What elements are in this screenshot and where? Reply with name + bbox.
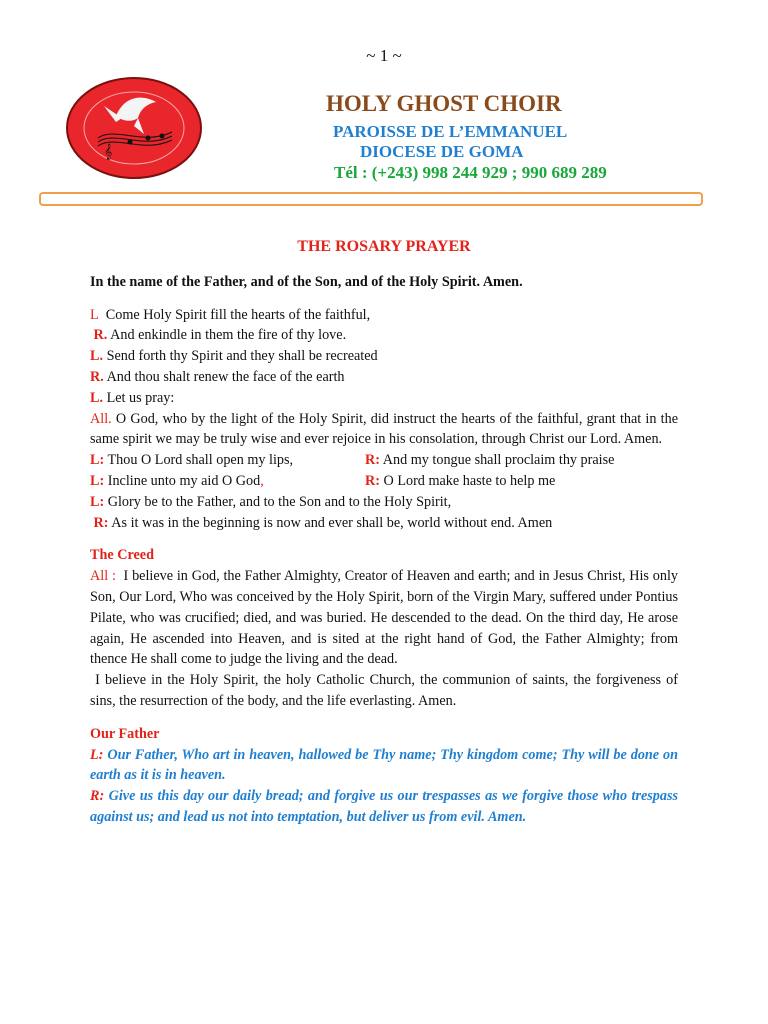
page-number: ~ 1 ~	[366, 46, 402, 65]
leader-line: L Come Holy Spirit fill the hearts of the faithful,	[90, 306, 371, 323]
prayer-content	[90, 237, 678, 828]
versicle-pair: L: Thou O Lord shall open my lips, R: And my tongue shall proclaim thy praise	[90, 452, 615, 469]
choir-name: HOLY GHOST CHOIR	[326, 91, 562, 116]
all-prayer: All. O God, who by the light of the Holy Spirit, did instruct the hearts of the faithful, grant that in the same spirit we may be truly wise and ever rejoice in his consolation, through Christ our Lord. Amen.	[90, 410, 678, 448]
diocese-name: DIOCESE DE GOMA	[360, 142, 524, 161]
parish-name: PAROISSE DE L’EMMANUEL	[333, 122, 568, 141]
leader-line: L. Send forth thy Spirit and they shall be recreated	[90, 348, 378, 365]
svg-text:𝄞: 𝄞	[104, 144, 113, 160]
creed-paragraph: All : I believe in God, the Father Almighty, Creator of Heaven and earth; and in Jesus Christ, His only Son, Our Lord, Who was conceived by the Holy Spirit, born of the Virgin Mary, suffered under Pontius Pilate, who was crucified; died, and was buried. He descended to the dead. On the third day, He arose again, He ascended into Heaven, and is sited at the right hand of God, the Father Almighty; from thence He shall come to judge the living and the dead.	[90, 568, 678, 668]
our-father-heading: Our Father	[90, 725, 160, 742]
intro-line: In the name of the Father, and of the Son, and of the Holy Spirit. Amen.	[90, 273, 523, 290]
leader-line: L: Glory be to the Father, and to the Son and to the Holy Spirit,	[90, 493, 452, 510]
response-line: R. And thou shalt renew the face of the earth	[90, 368, 345, 385]
choir-logo	[64, 76, 204, 180]
our-father-response: R: Give us this day our daily bread; and forgive us our trespasses as we forgive those who trespass against us; and lead us not into temptation, but deliver us from evil. Amen.	[90, 788, 679, 825]
header-divider	[39, 192, 703, 206]
creed-paragraph: I believe in the Holy Spirit, the holy Catholic Church, the communion of saints, the forgiveness of sins, the resurrection of the body, and the life everlasting. Amen.	[90, 672, 679, 709]
creed-heading: The Creed	[90, 547, 154, 564]
response-line: R: As it was in the beginning is now and ever shall be, world without end. Amen	[93, 514, 553, 531]
our-father-leader: L: Our Father, Who art in heaven, hallowed be Thy name; Thy kingdom come; Thy will be done on earth as it is in heaven.	[90, 746, 679, 784]
page-title: THE ROSARY PRAYER	[297, 238, 471, 255]
versicle-pair: L: Incline unto my aid O God, R: O Lord make haste to help me	[90, 472, 556, 489]
leader-line: L. Let us pray:	[90, 389, 175, 406]
response-line: R. And enkindle in them the fire of thy love.	[93, 327, 347, 344]
phone-numbers: Tél : (+243) 998 244 929 ; 990 689 289	[334, 163, 607, 182]
